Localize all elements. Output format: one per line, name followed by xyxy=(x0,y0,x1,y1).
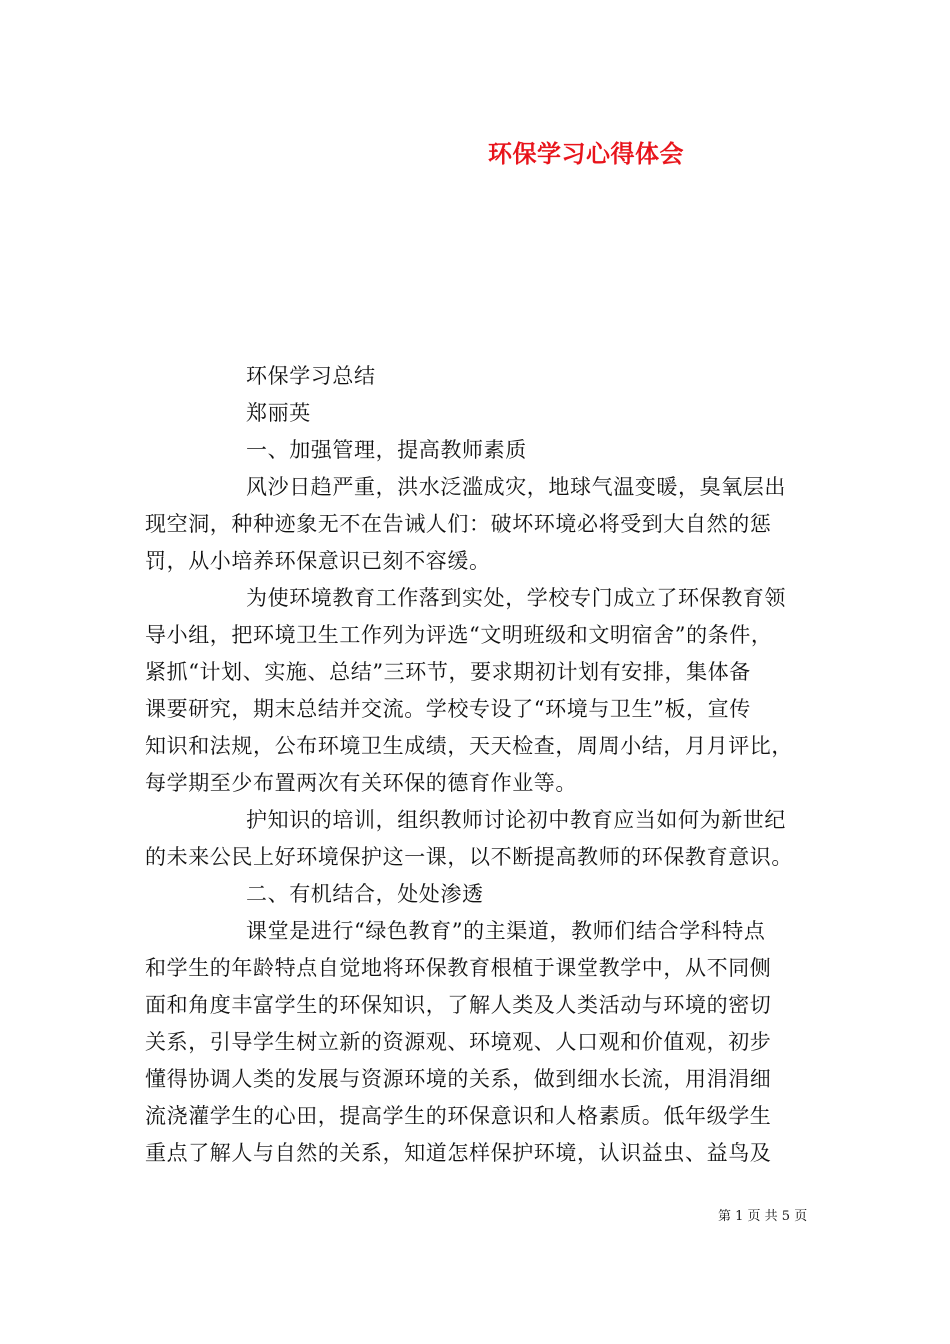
document-body xyxy=(145,358,825,1172)
text-line: 每学期至少布置两次有关环保的德育作业等。 xyxy=(145,771,577,795)
text-line: 课要研究，期末总结并交流。学校专设了“环境与卫生”板，宣传 xyxy=(145,697,751,721)
document-title: 环保学习心得体会 xyxy=(488,139,684,168)
text-line: 的未来公民上好环境保护这一课，以不断提高教师的环保教育意识。 xyxy=(145,845,793,869)
text-line: 二、有机结合，处处渗透 xyxy=(246,882,484,906)
paragraph xyxy=(145,358,825,395)
text-line: 一、加强管理，提高教师素质 xyxy=(246,438,527,462)
text-line: 课堂是进行“绿色教育”的主渠道，教师们结合学科特点 xyxy=(246,919,766,943)
paragraph xyxy=(145,580,825,802)
page-number: 第 1 页 共 5 页 xyxy=(718,1209,808,1224)
text-line: 流浇灌学生的心田，提高学生的环保意识和人格素质。低年级学生 xyxy=(145,1104,772,1128)
paragraph xyxy=(145,802,825,876)
text-line: 风沙日趋严重，洪水泛滥成灾，地球气温变暖，臭氧层出 xyxy=(246,475,786,499)
text-line: 知识和法规，公布环境卫生成绩，天天检查，周周小结，月月评比， xyxy=(145,734,793,758)
text-line: 和学生的年龄特点自觉地将环保教育根植于课堂教学中，从不同侧 xyxy=(145,956,772,980)
paragraph xyxy=(145,469,825,580)
paragraph xyxy=(145,876,825,913)
text-line: 为使环境教育工作落到实处，学校专门成立了环保教育领 xyxy=(246,586,786,610)
text-line: 郑丽英 xyxy=(246,401,311,425)
text-line: 懂得协调人类的发展与资源环境的关系，做到细水长流，用涓涓细 xyxy=(145,1067,772,1091)
text-line: 罚，从小培养环保意识已刻不容缓。 xyxy=(145,549,491,573)
text-line: 环保学习总结 xyxy=(246,364,376,388)
text-line: 关系，引导学生树立新的资源观、环境观、人口观和价值观，初步 xyxy=(145,1030,772,1054)
text-line: 现空洞，种种迹象无不在告诫人们：破坏环境必将受到大自然的惩 xyxy=(145,512,772,536)
text-line: 紧抓“计划、实施、总结”三环节，要求期初计划有安排，集体备 xyxy=(145,660,751,684)
text-line: 重点了解人与自然的关系，知道怎样保护环境，认识益虫、益鸟及 xyxy=(145,1141,772,1165)
text-line: 护知识的培训，组织教师讨论初中教育应当如何为新世纪 xyxy=(246,808,786,832)
paragraph xyxy=(145,913,825,1172)
paragraph xyxy=(145,395,825,432)
text-line: 导小组，把环境卫生工作列为评选“文明班级和文明宿舍”的条件， xyxy=(145,623,773,647)
paragraph xyxy=(145,432,825,469)
text-line: 面和角度丰富学生的环保知识，了解人类及人类活动与环境的密切 xyxy=(145,993,772,1017)
